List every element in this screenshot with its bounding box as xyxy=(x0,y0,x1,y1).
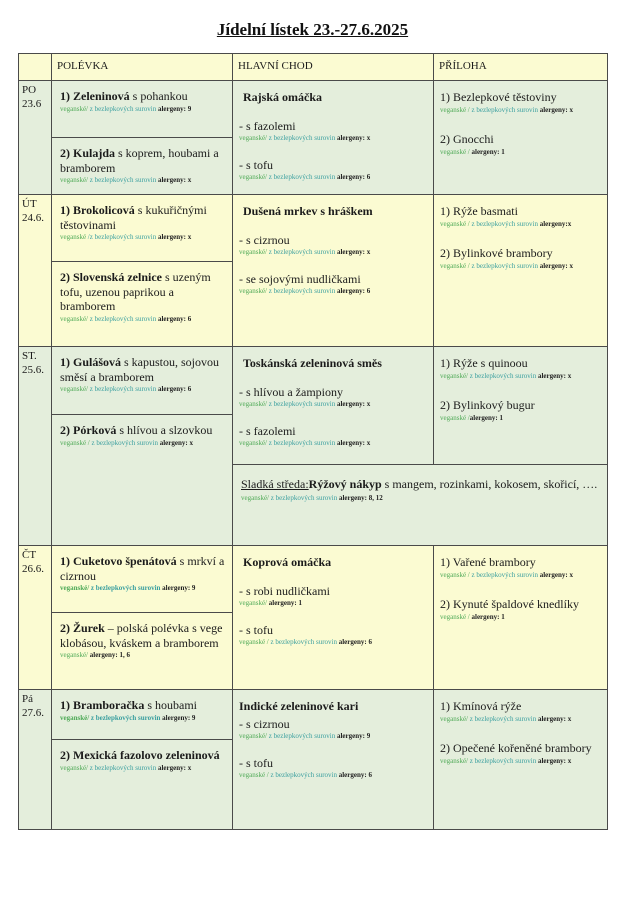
diet-note xyxy=(440,372,603,381)
vegan-label: veganské / xyxy=(440,570,470,579)
allergen-label: alergeny: 6 xyxy=(338,771,372,780)
dish-rest: s uzeným tofu, uzenou paprikou a bramborem xyxy=(60,270,211,314)
glutenfree-label: z bezlepkových surovin xyxy=(469,570,540,579)
glutenfree-label: z bezlepkových surovin xyxy=(267,439,337,448)
side-text: 1) Vařené brambory xyxy=(440,555,536,569)
soup-cell xyxy=(52,195,233,262)
side-text: 2) Opečené kořeněné brambory xyxy=(440,741,592,756)
main-course-title: Koprová omáčka xyxy=(243,555,332,569)
vegan-label: veganské / xyxy=(440,261,470,270)
diet-note xyxy=(239,732,429,741)
soup-cell xyxy=(52,262,233,347)
diet-note xyxy=(60,385,226,394)
column-header-soup: POLÉVKA xyxy=(52,54,233,81)
side-cell xyxy=(434,690,608,830)
diet-note xyxy=(239,134,429,143)
dish-lead: 1) Bramboračka xyxy=(60,698,145,712)
dish-lead: 1) Brokolicová xyxy=(60,203,135,217)
diet-note xyxy=(60,439,226,448)
corner-cell xyxy=(19,54,52,81)
variant-text: - se sojovými nudličkami xyxy=(239,271,361,286)
glutenfree-label: z bezlepkových surovin xyxy=(89,713,163,722)
glutenfree-label: z bezlepkových surovin xyxy=(88,385,158,394)
allergen-label: alergeny: 1 xyxy=(471,147,505,156)
allergen-label: alergeny: 6 xyxy=(336,287,371,296)
day-abbr: ÚT xyxy=(22,198,37,210)
diet-note xyxy=(60,714,226,723)
main-course-cell xyxy=(233,81,434,195)
dish-lead: 2) Žurek xyxy=(60,621,105,635)
vegan-label: veganské/ xyxy=(60,314,88,323)
glutenfree-label: z bezlepkových surovin xyxy=(267,287,337,296)
variant-text: - s tofu xyxy=(239,755,273,770)
vegan-label: veganské xyxy=(60,233,88,242)
vegan-label: veganské/ xyxy=(239,400,267,409)
allergen-label: alergeny: x xyxy=(157,233,192,242)
special-cell xyxy=(233,465,608,546)
diet-note xyxy=(440,757,603,766)
glutenfree-label: z bezlepkových surovin xyxy=(468,714,538,723)
vegan-label: veganské/ xyxy=(60,176,88,185)
day-date: 24.6. xyxy=(22,211,44,224)
soup-cell xyxy=(52,415,233,546)
day-date: 26.6. xyxy=(22,562,44,575)
special-dish: Rýžový nákyp xyxy=(308,477,382,491)
allergen-label: alergeny: 6 xyxy=(336,173,371,182)
page-title: Jídelní lístek 23.-27.6.2025 xyxy=(216,20,409,39)
diet-note xyxy=(440,148,603,157)
diet-note xyxy=(239,400,429,409)
glutenfree-label: z bezlepkových surovin xyxy=(267,732,337,741)
side-item xyxy=(440,132,603,157)
dish-rest: s koprem, houbami a bramborem xyxy=(60,146,219,175)
soup-item xyxy=(60,621,226,650)
glutenfree-label: z bezlepkových surovin xyxy=(269,494,339,502)
glutenfree-label: z bezlepkových surovin xyxy=(267,248,337,257)
diet-note xyxy=(239,173,429,182)
main-variant xyxy=(239,233,429,258)
glutenfree-label: z bezlepkových surovin xyxy=(268,638,339,647)
vegan-label: veganské/ xyxy=(239,134,267,143)
soup-item xyxy=(60,146,226,175)
side-item xyxy=(440,741,603,766)
vegan-label: veganské / xyxy=(239,638,269,647)
vegan-label: veganské/ xyxy=(239,599,269,608)
diet-note xyxy=(440,571,603,580)
main-variant xyxy=(239,756,429,781)
allergen-label: alergeny: x xyxy=(336,439,371,448)
glutenfree-label: z bezlepkových surovin xyxy=(89,438,160,447)
vegan-label: veganské/ xyxy=(239,439,267,448)
variant-text: - s tofu xyxy=(239,157,273,172)
day-row xyxy=(19,81,608,138)
special-line xyxy=(241,477,601,492)
menu-table xyxy=(18,53,608,830)
dish-lead: 2) Mexická fazolovo zeleninová xyxy=(60,748,220,762)
glutenfree-label: z bezlepkových surovin xyxy=(469,105,540,114)
allergen-label: alergeny: x xyxy=(336,400,371,409)
main-variant xyxy=(239,158,429,183)
main-course-title: Toskánská zeleninová směs xyxy=(243,356,382,370)
vegan-label: veganské / xyxy=(440,612,472,621)
dish-lead: 1) Gulášová xyxy=(60,355,122,369)
main-variant xyxy=(239,119,429,144)
allergen-label: alergeny: x xyxy=(537,371,572,380)
soup-cell xyxy=(52,740,233,830)
glutenfree-label: z bezlepkových surovin xyxy=(88,763,158,772)
dish-rest: s hlívou a slzovkou xyxy=(116,423,213,437)
vegan-label: veganské/ xyxy=(60,713,90,722)
column-header-side: PŘÍLOHA xyxy=(434,54,608,81)
vegan-label: veganské / xyxy=(440,105,470,114)
soup-cell xyxy=(52,546,233,613)
diet-note xyxy=(239,599,429,608)
soup-item xyxy=(60,748,226,763)
allergen-label: alergeny: 1 xyxy=(471,612,505,621)
diet-note xyxy=(60,651,226,660)
vegan-label: veganské / xyxy=(440,413,470,422)
diet-note xyxy=(440,262,603,271)
diet-note xyxy=(239,638,429,647)
main-variant xyxy=(239,717,429,742)
allergen-label: alergeny: 9 xyxy=(162,584,196,593)
side-text: 2) Bylinkové brambory xyxy=(440,246,553,261)
allergen-label: alergeny: 9 xyxy=(157,104,192,113)
allergen-label: alergeny: 6 xyxy=(157,314,192,323)
day-cell xyxy=(19,690,52,830)
vegan-label: veganské/ xyxy=(239,173,267,182)
vegan-label: veganské / xyxy=(60,438,90,447)
side-item xyxy=(440,90,603,115)
soup-item xyxy=(60,423,226,438)
soup-item xyxy=(60,355,226,384)
soup-item xyxy=(60,89,226,104)
glutenfree-label: z bezlepkových surovin xyxy=(267,173,337,182)
side-item xyxy=(440,356,603,381)
allergen-label: alergeny: x xyxy=(539,570,573,579)
allergen-label: alergeny: x xyxy=(537,756,572,765)
soup-cell xyxy=(52,690,233,740)
dish-rest: s houbami xyxy=(144,698,197,712)
main-course-cell xyxy=(233,195,434,347)
glutenfree-label: z bezlepkových surovin xyxy=(88,176,158,185)
day-row xyxy=(19,546,608,613)
allergen-label: alergeny: x xyxy=(157,763,192,772)
day-date: 25.6. xyxy=(22,363,44,376)
day-row xyxy=(19,690,608,740)
glutenfree-label: z bezlepkových surovin xyxy=(88,104,158,113)
allergen-label: alergeny: x xyxy=(157,176,192,185)
day-row xyxy=(19,347,608,415)
diet-note xyxy=(239,771,429,780)
dish-lead: 1) Cuketovo špenátová xyxy=(60,554,177,568)
allergen-label: alergeny:x xyxy=(539,219,572,228)
allergen-label: alergeny: x xyxy=(539,105,573,114)
soup-cell xyxy=(52,138,233,195)
header-row xyxy=(19,54,608,81)
allergen-label: alergeny: x xyxy=(539,261,573,270)
diet-note xyxy=(239,439,429,448)
vegan-label: veganské/ xyxy=(60,651,90,660)
allergen-label: alergeny: 1 xyxy=(268,599,302,608)
side-cell xyxy=(434,81,608,195)
vegan-label: veganské/ xyxy=(60,584,90,593)
diet-note xyxy=(60,105,226,114)
soup-cell xyxy=(52,347,233,415)
side-item xyxy=(440,699,603,724)
diet-note xyxy=(239,248,429,257)
main-course-title: Rajská omáčka xyxy=(243,90,323,104)
main-course-cell xyxy=(233,347,434,465)
vegan-label: veganské / xyxy=(440,219,470,228)
soup-item xyxy=(60,554,226,583)
main-variant xyxy=(239,584,429,609)
main-variant xyxy=(239,385,429,410)
diet-note xyxy=(440,715,603,724)
vegan-label: veganské/ xyxy=(239,287,267,296)
allergen-label: alergeny: 1, 6 xyxy=(89,651,130,660)
glutenfree-label: z bezlepkových surovin xyxy=(468,756,538,765)
main-course-cell xyxy=(233,546,434,690)
main-course-title: Indické zeleninové kari xyxy=(239,699,359,713)
side-item xyxy=(440,204,603,229)
side-text: 2) Gnocchi xyxy=(440,132,494,147)
day-date: 23.6 xyxy=(22,97,42,110)
main-variant xyxy=(239,272,429,297)
allergen-label: alergeny: x xyxy=(336,134,371,143)
variant-text: - s fazolemi xyxy=(239,118,296,133)
diet-note xyxy=(241,494,601,503)
soup-cell xyxy=(52,613,233,690)
day-cell xyxy=(19,546,52,690)
day-abbr: Pá xyxy=(22,693,33,705)
allergen-label: alergeny: 9 xyxy=(336,732,371,741)
glutenfree-label: z bezlepkových surovin xyxy=(88,314,158,323)
special-rest: s mangem, rozinkami, kokosem, skořicí, …. xyxy=(381,477,598,491)
dish-lead: 2) Slovenská zelnice xyxy=(60,270,162,284)
vegan-label: veganské/ xyxy=(440,371,468,380)
day-cell xyxy=(19,195,52,347)
diet-note xyxy=(60,584,226,593)
glutenfree-label: z bezlepkových surovin xyxy=(469,261,540,270)
diet-note xyxy=(239,287,429,296)
dish-rest: s kapustou, sojovou směsí a bramborem xyxy=(60,355,220,384)
diet-note xyxy=(440,414,603,423)
day-abbr: ČT xyxy=(22,549,37,561)
vegan-label: veganské/ xyxy=(239,248,267,257)
variant-text: - s cizrnou xyxy=(239,716,290,731)
day-cell xyxy=(19,347,52,546)
vegan-label: veganské/ xyxy=(239,732,267,741)
variant-text: - s cizrnou xyxy=(239,232,290,247)
soup-cell xyxy=(52,81,233,138)
allergen-label: alergeny: x xyxy=(537,714,572,723)
glutenfree-label: z bezlepkových surovin xyxy=(89,584,163,593)
dish-lead: 2) Pórková xyxy=(60,423,117,437)
vegan-label: veganské/ xyxy=(440,714,468,723)
glutenfree-label: z bezlepkových surovin xyxy=(267,400,337,409)
diet-note xyxy=(440,613,603,622)
main-variant xyxy=(239,424,429,449)
vegan-label: veganské / xyxy=(440,147,472,156)
allergen-label: alergeny: 1 xyxy=(469,413,503,422)
side-cell xyxy=(434,195,608,347)
allergen-label: alergeny: 6 xyxy=(338,638,372,647)
variant-text: - s fazolemi xyxy=(239,423,296,438)
vegan-label: veganské/ xyxy=(60,385,88,394)
dish-rest: s mrkví a cizrnou xyxy=(60,554,225,583)
dish-rest: – polská polévka s vege klobásou, kváskem a bramborem xyxy=(60,621,223,650)
glutenfree-label: /z bezlepkových surovin xyxy=(87,233,158,242)
main-course-cell xyxy=(233,690,434,830)
main-variant xyxy=(239,623,429,648)
allergen-label: alergeny: 6 xyxy=(157,385,192,394)
variant-text: - s hlívou a žampiony xyxy=(239,384,343,399)
side-item xyxy=(440,555,603,580)
glutenfree-label: z bezlepkových surovin xyxy=(469,219,540,228)
side-item xyxy=(440,597,603,622)
vegan-label: veganské/ xyxy=(60,763,88,772)
side-text: 2) Bylinkový bugur xyxy=(440,398,535,413)
allergen-label: alergeny: x xyxy=(159,438,193,447)
variant-text: - s robi nudličkami xyxy=(239,583,330,598)
dish-rest: s pohankou xyxy=(129,89,188,103)
glutenfree-label: z bezlepkových surovin xyxy=(268,771,339,780)
soup-item xyxy=(60,698,226,713)
day-abbr: ST. xyxy=(22,350,37,362)
variant-text: - s tofu xyxy=(239,622,273,637)
vegan-label: veganské/ xyxy=(241,494,269,502)
allergen-label: alergeny: 9 xyxy=(162,713,196,722)
dish-rest: s kukuřičnými těstovinami xyxy=(60,203,207,232)
side-text: 2) Kynuté špaldové knedlíky xyxy=(440,597,579,612)
side-cell xyxy=(434,347,608,465)
special-label: Sladká středa: xyxy=(241,477,309,491)
side-text: 1) Rýže basmati xyxy=(440,204,518,218)
allergen-label: alergeny: x xyxy=(336,248,371,257)
day-cell xyxy=(19,81,52,195)
dish-lead: 1) Zeleninová xyxy=(60,89,130,103)
day-abbr: PO xyxy=(22,84,37,96)
vegan-label: veganské / xyxy=(239,771,269,780)
side-cell xyxy=(434,546,608,690)
diet-note xyxy=(440,106,603,115)
allergen-label: alergeny: 8, 12 xyxy=(338,494,383,502)
soup-item xyxy=(60,203,226,232)
side-text: 1) Rýže s quinoou xyxy=(440,356,528,370)
day-date: 27.6. xyxy=(22,706,44,719)
diet-note xyxy=(60,764,226,773)
day-row xyxy=(19,195,608,262)
column-header-main: HLAVNÍ CHOD xyxy=(233,54,434,81)
vegan-label: veganské/ xyxy=(440,756,468,765)
main-course-title: Dušená mrkev s hráškem xyxy=(243,204,373,218)
glutenfree-label: z bezlepkových surovin xyxy=(468,371,538,380)
glutenfree-label: z bezlepkových surovin xyxy=(267,134,337,143)
side-item xyxy=(440,246,603,271)
side-text: 1) Bezlepkové těstoviny xyxy=(440,90,557,104)
diet-note xyxy=(60,176,226,185)
dish-lead: 2) Kulajda xyxy=(60,146,116,160)
side-item xyxy=(440,398,603,423)
side-text: 1) Kmínová rýže xyxy=(440,699,522,713)
vegan-label: veganské/ xyxy=(60,104,88,113)
soup-item xyxy=(60,270,226,314)
diet-note xyxy=(60,233,226,242)
diet-note xyxy=(60,315,226,324)
diet-note xyxy=(440,220,603,229)
